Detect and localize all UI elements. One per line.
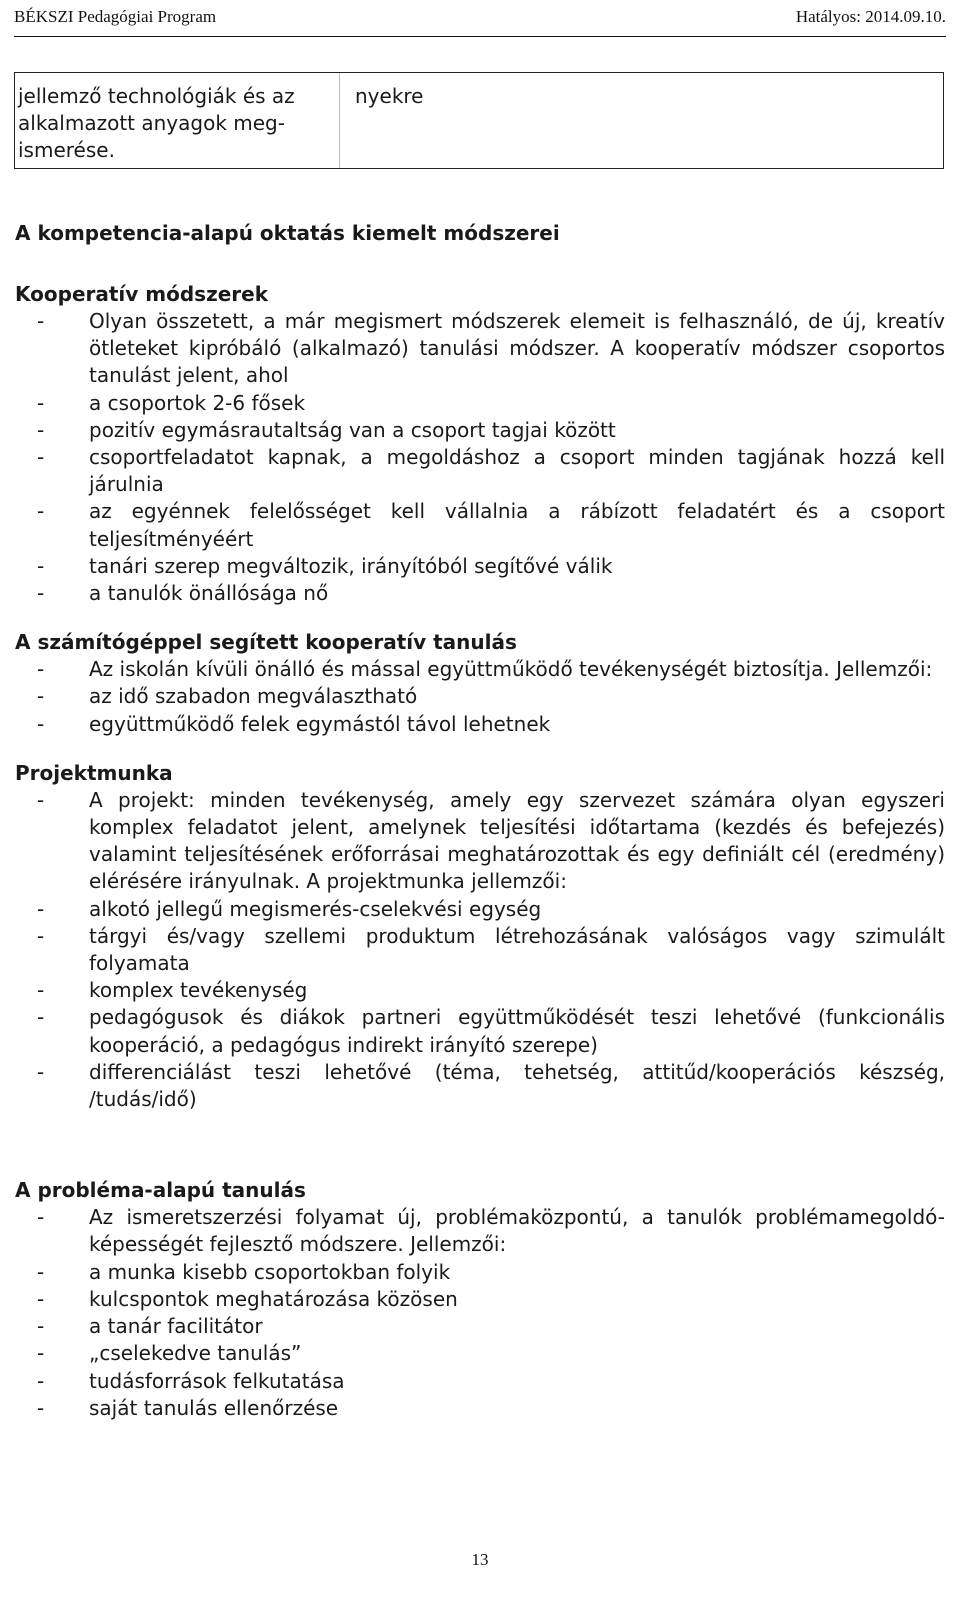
- section-projekt: [15, 760, 945, 1113]
- continuation-table: [14, 72, 944, 169]
- list-item: - tanári szerep megváltozik, irányítóból segítővé válik: [15, 553, 945, 580]
- bullet-list: [15, 308, 945, 607]
- list-item: - csoportfeladatot kapnak, a megoldáshoz a csoport minden tagjának hozzá kell járulnia: [15, 444, 945, 498]
- table-cell-1-line: jellemző technológiák és az: [18, 84, 295, 108]
- list-item: - az egyénnek felelősséget kell vállalnia a rábízott feladatért és a csoport teljesítményéért: [15, 498, 945, 552]
- bullet-list: [15, 656, 945, 738]
- table-cell-1-line: alkalmazott anyagok meg-: [18, 111, 285, 135]
- document-body: [15, 220, 945, 1444]
- list-item: - Olyan összetett, a már megismert módszerek elemeit is felhasználó, de új, kreatív ötleteket kipróbáló (alkalmazó) tanulási módszer. A kooperatív módszer csoportos tanulást jelent, ahol: [15, 308, 945, 390]
- page-number: 13: [471, 1550, 489, 1569]
- table-cell-1: [18, 83, 295, 164]
- list-item: - komplex tevékenység: [15, 977, 945, 1004]
- list-item: - „cselekedve tanulás”: [15, 1340, 945, 1367]
- section-title: A probléma-alapú tanulás: [15, 1178, 306, 1203]
- bullet-list: [15, 787, 945, 1113]
- table-cell-2: [355, 83, 424, 110]
- main-heading: A kompetencia-alapú oktatás kiemelt módszerei: [15, 221, 560, 245]
- section-szamitogep: [15, 629, 945, 738]
- section-title: Kooperatív módszerek: [15, 282, 269, 306]
- table-column-divider: [339, 73, 340, 168]
- list-item: - a tanár facilitátor: [15, 1313, 945, 1340]
- page-header: [14, 4, 946, 37]
- section-problema: [15, 1177, 945, 1422]
- list-item: - saját tanulás ellenőrzése: [15, 1395, 945, 1422]
- list-item: - a tanulók önállósága nő: [15, 580, 945, 607]
- list-item: - tárgyi és/vagy szellemi produktum létrehozásának valóságos vagy szimulált folyamata: [15, 923, 945, 977]
- list-item: - pozitív egymásrautaltság van a csoport tagjai között: [15, 417, 945, 444]
- list-item: - tudásforrások felkutatása: [15, 1368, 945, 1395]
- list-item: - Az iskolán kívüli önálló és mással együttműködő tevékenységét biztosítja. Jellemzői:: [15, 656, 945, 683]
- section-title: A számítógéppel segített kooperatív tanulás: [15, 630, 517, 655]
- header-effective-date: Hatályos: 2014.09.10.: [795, 7, 946, 26]
- table-cell-1-line: ismerése.: [18, 138, 115, 162]
- list-item: - alkotó jellegű megismerés-cselekvési egység: [15, 896, 945, 923]
- section-kooperativ: [15, 281, 945, 607]
- list-item: - differenciálást teszi lehetővé (téma, tehetség, attitűd/kooperációs készség, /tudás/idő): [15, 1059, 945, 1113]
- list-item: - Az ismeretszerzési folyamat új, problémaközpontú, a tanulók problémamegoldó-képességét fejlesztő módszere. Jellemzői:: [15, 1204, 945, 1258]
- table-cell-2-line: nyekre: [355, 84, 424, 108]
- list-item: - az idő szabadon megválasztható: [15, 683, 945, 710]
- list-item: - pedagógusok és diákok partneri együttműködését teszi lehetővé (funkcionális kooperáció, a pedagógus indirekt irányító szerepe): [15, 1004, 945, 1058]
- section-title: Projektmunka: [15, 760, 173, 785]
- list-item: - kulcspontok meghatározása közösen: [15, 1286, 945, 1313]
- list-item: - együttműködő felek egymástól távol lehetnek: [15, 711, 945, 738]
- list-item: - A projekt: minden tevékenység, amely egy szervezet számára olyan egyszeri komplex feladatot jelent, amelynek teljesítési időtartama (kezdés és befejezés) valamint teljesítésének erőforrásai meghatározottak és egy definiált cél (eredmény) elérésére irányulnak. A projektmunka jellemzői:: [15, 787, 945, 896]
- list-item: - a munka kisebb csoportokban folyik: [15, 1259, 945, 1286]
- bullet-list: [15, 1204, 945, 1422]
- list-item: - a csoportok 2-6 fősek: [15, 390, 945, 417]
- header-program-title: BÉKSZI Pedagógiai Program: [14, 7, 217, 26]
